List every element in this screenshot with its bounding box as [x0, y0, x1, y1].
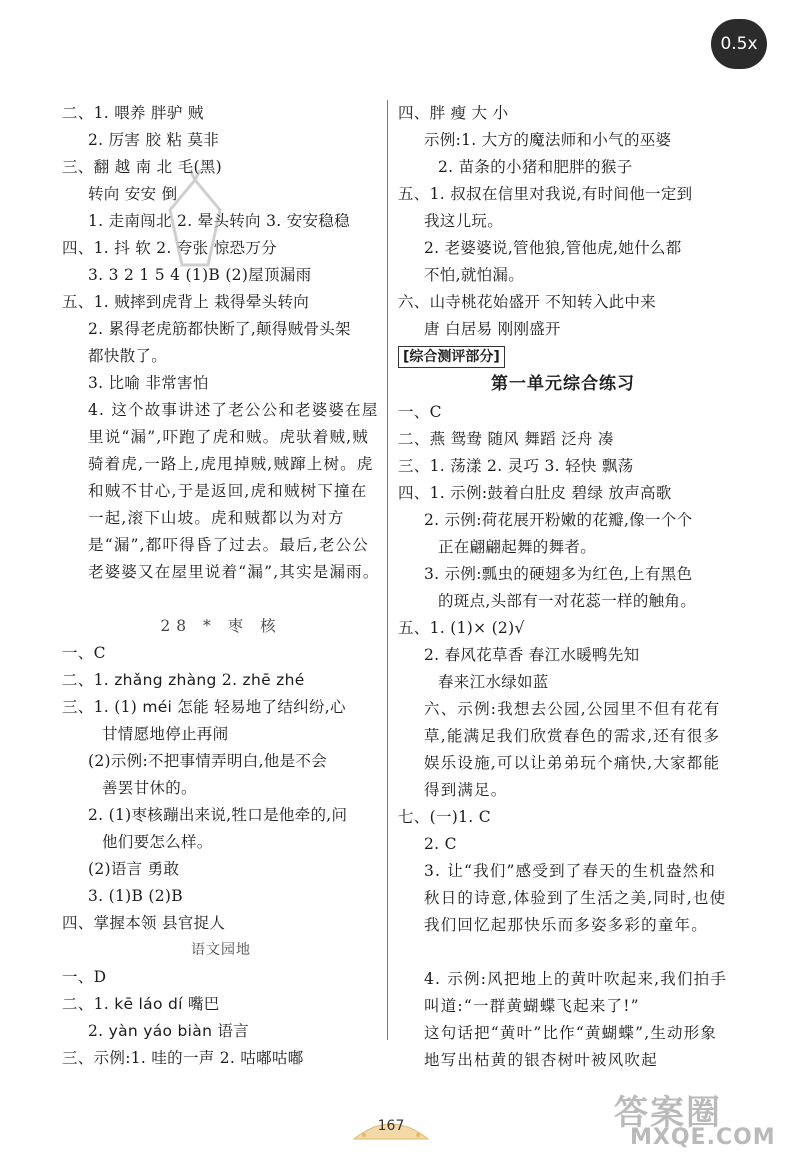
answer-line: 我这儿玩。	[424, 212, 504, 230]
column-divider	[387, 100, 388, 1040]
answer-line: 2. 苗条的小猪和肥胖的猴子	[438, 158, 633, 176]
answer-line: 善罢甘休的。	[102, 779, 197, 797]
answer-line: 六、山寺桃花始盛开 不知转入此中来	[398, 293, 657, 311]
line-text: 2.	[216, 671, 243, 689]
pinyin-text: zhǎng zhàng	[114, 671, 217, 689]
answer-line: 2. 示例:荷花展开粉嫩的花瓣,像一个个	[424, 511, 693, 529]
answer-line: 2. 老婆婆说,管他狼,管他虎,她什么都	[424, 239, 682, 257]
section-title: 语文园地	[191, 942, 251, 958]
page-number-text: 167	[377, 1118, 405, 1134]
brand-watermark	[610, 1085, 790, 1155]
answer-line: 一、D	[62, 968, 107, 986]
answer-line: (2)语言 勇敢	[88, 860, 180, 878]
brand-watermark-text: 答案圈	[614, 1093, 722, 1133]
unit-title: 第一单元综合练习	[491, 374, 635, 394]
answer-line: 五、1. 叔叔在信里对我说,有时间他一定到	[398, 185, 693, 203]
answer-line: 四、掌握本领 县官捉人	[62, 914, 226, 932]
answer-paragraph: 4. 示例:风把地上的黄叶吹起来,我们拍手叫道:“一群黄蝴蝶飞起来了!”	[424, 970, 728, 1015]
page-number	[350, 1115, 432, 1141]
answer-line: 2. C	[424, 835, 457, 853]
answer-line: 2. 春风花草香 春江水暖鸭先知	[424, 646, 640, 664]
answer-line: 3. 3 2 1 5 4 (1)B (2)屋顶漏雨	[88, 266, 312, 284]
answer-line: 2. 累得老虎筋都快断了,颠得贼骨头架	[88, 320, 351, 338]
stamp-watermark-icon	[150, 170, 240, 280]
answer-line: 都快散了。	[88, 347, 168, 365]
answer-line: 唐 白居易 刚刚盛开	[424, 320, 561, 338]
answer-line	[62, 1018, 380, 1045]
answer-line	[62, 667, 380, 694]
answer-line: 1. 走南闯北 2. 晕头转向 3. 安安稳稳	[88, 212, 350, 230]
answer-line: 二、1. 喂养 胖驴 贼	[62, 104, 204, 122]
answer-line: 的斑点,头部有一对花蕊一样的触角。	[438, 592, 697, 610]
answer-line: 3. 比喻 非常害怕	[88, 374, 209, 392]
right-column	[398, 100, 728, 1074]
answer-line: 示例:1. 大方的魔法师和小气的巫婆	[424, 131, 672, 149]
answer-line: 二、燕 鸳鸯 随风 舞蹈 泛舟 凑	[398, 430, 614, 448]
pinyin-text: méi	[142, 698, 173, 716]
answer-line: 他们要怎么样。	[102, 833, 213, 851]
section-tag-row	[398, 343, 728, 369]
url-watermark-text: MXQE.COM	[630, 1125, 776, 1150]
answer-line	[62, 694, 380, 721]
answer-line: 四、胖 瘦 大 小	[398, 104, 509, 122]
answer-line: 三、示例:1. 哇的一声 2. 咕嘟咕嘟	[62, 1049, 304, 1067]
answer-line: 四、1. 抖 软 2. 夸张 惊恐万分	[62, 239, 277, 257]
answer-paragraph: 六、示例:我想去公园,公园里不但有花有草,能满足我们欣赏春色的需求,还有很多娱乐设施,可以让弟弟玩个痛快,大家都能得到满足。	[424, 700, 721, 799]
section-tag: [综合测评部分]	[398, 346, 505, 368]
answer-line: 正在翩翩起舞的舞者。	[438, 538, 597, 556]
answer-line: 2. (1)枣核蹦出来说,牲口是他牵的,问	[88, 806, 348, 824]
line-prefix: 二、1.	[62, 671, 115, 689]
answer-paragraph: 3. 让“我们”感受到了春天的生机盎然和秋日的诗意,体验到了生活之美,同时,也使我们回忆起那快乐而多姿多彩的童年。	[424, 862, 727, 934]
answer-line: 五、1. 贼摔到虎背上 栽得晕头转向	[62, 293, 310, 311]
line-text: 嘴巴	[182, 995, 220, 1013]
answer-line: 2. 厉害 胶 粘 莫非	[88, 131, 220, 149]
answer-line: 一、C	[398, 403, 442, 421]
line-text: 语言	[212, 1022, 250, 1040]
pinyin-text: zhē zhé	[242, 671, 305, 689]
answer-line: 三、1. 荡漾 2. 灵巧 3. 轻快 飘荡	[398, 457, 634, 475]
answer-line: 3. (1)B (2)B	[88, 887, 183, 905]
zoom-level-badge[interactable]: 0.5x	[711, 19, 767, 69]
answer-line: 不怕,就怕漏。	[424, 266, 525, 284]
line-text: 怎能 轻易地了结纠纷,心	[172, 698, 346, 716]
pinyin-text: kē láo dí	[114, 995, 183, 1013]
answer-paragraph: 这句话把“黄叶”比作“黄蝴蝶”,生动形象地写出枯黄的银杏树叶被风吹起	[424, 1024, 718, 1069]
line-prefix: 2.	[88, 1022, 109, 1040]
answer-line: 一、C	[62, 644, 106, 662]
answer-line: 七、(一)1. C	[398, 808, 491, 826]
answer-line: 转向 安安 倒	[88, 185, 178, 203]
answer-line: 五、1. (1)× (2)√	[398, 619, 525, 637]
answer-line: 甘情愿地停止再闹	[102, 725, 229, 743]
answer-line: 四、1. 示例:鼓着白肚皮 碧绿 放声高歌	[398, 484, 672, 502]
line-prefix: 三、1. (1)	[62, 698, 143, 716]
lesson-title: 28 * 枣 核	[160, 617, 282, 635]
answer-line	[62, 991, 380, 1018]
pinyin-text: yàn yáo biàn	[108, 1022, 213, 1040]
answer-line: (2)示例:不把事情弄明白,他是不会	[88, 752, 328, 770]
answer-paragraph: 4. 这个故事讲述了老公公和老婆婆在屋里说“漏”,吓跑了虎和贼。虎驮着贼,贼骑着虎,一路上,虎甩掉贼,贼蹿上树。虎和贼不甘心,于是返回,虎和贼树下撞在一起,滚下山坡。虎和贼都以为对方是“漏”,都吓得昏了过去。最后,老公公老婆婆又在屋里说着“漏”,其实是漏雨。	[88, 401, 380, 581]
answer-line: 三、翻 越 南 北 毛(黑)	[62, 158, 223, 176]
line-prefix: 二、1.	[62, 995, 115, 1013]
answer-line: 3. 示例:瓢虫的硬翅多为红色,上有黑色	[424, 565, 693, 583]
answer-line: 春来江水绿如蓝	[438, 673, 549, 691]
